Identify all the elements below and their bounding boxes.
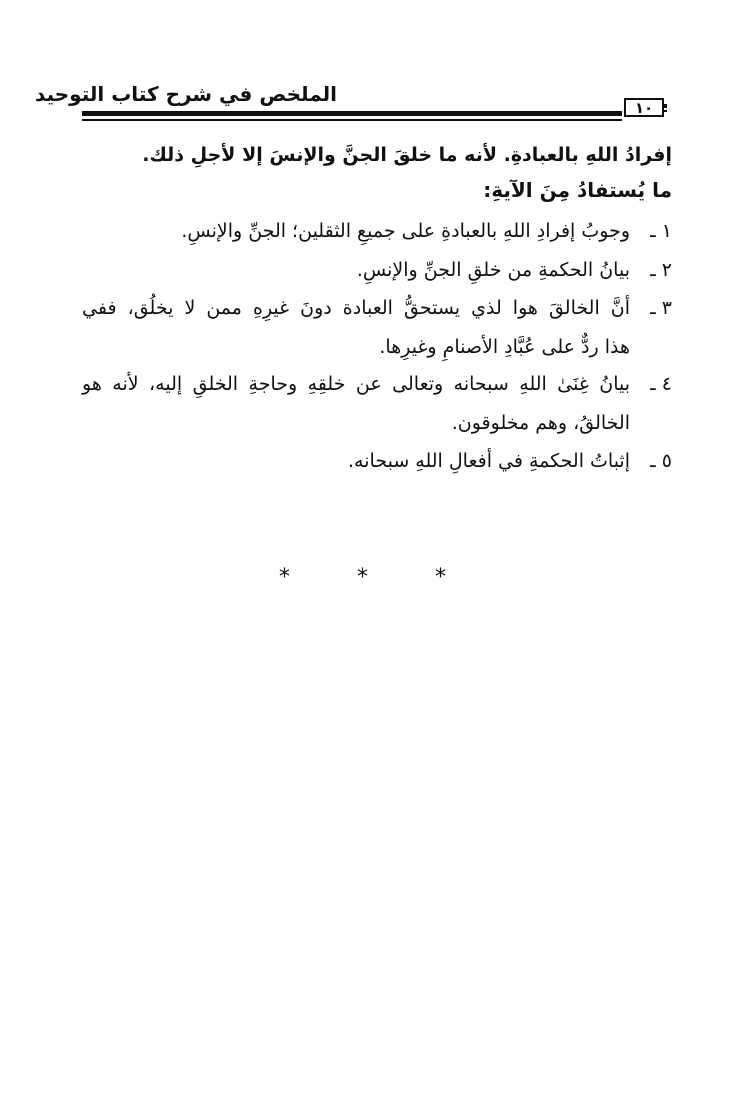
header-rule-thin — [82, 119, 622, 121]
item-number: ٥ ـ — [650, 450, 672, 472]
benefits-subheading: ما يُستفادُ مِنَ الآيةِ: — [483, 178, 672, 202]
list-item-line: هذا ردٌّ على عُبَّادِ الأصنامِ وغيرِها. — [379, 336, 630, 358]
section-separator: * * * — [279, 565, 476, 590]
page-number: ١٠ — [624, 98, 664, 117]
list-item-line: بيانُ غِنَىٰ اللهِ سبحانه وتعالى عن خلقِهِ وحاجةِ الخلقِ إليه، لأنه هو — [82, 373, 630, 395]
intro-line: إفرادُ اللهِ بالعبادةِ. لأنه ما خلقَ الجنَّ والإنسَ إلا لأجلِ ذلك. — [142, 144, 672, 166]
running-header-title: الملخص في شرح كتاب التوحيد — [35, 82, 337, 106]
list-item-line: وجوبُ إفرادِ اللهِ بالعبادةِ على جميعِ الثقلين؛ الجنِّ والإنسِ. — [181, 220, 630, 242]
item-number: ٤ ـ — [650, 373, 672, 395]
item-number: ٢ ـ — [650, 259, 672, 281]
list-item-line: إثباتُ الحكمةِ في أفعالِ اللهِ سبحانه. — [348, 450, 630, 472]
list-item-line: بيانُ الحكمةِ من خلقِ الجنِّ والإنسِ. — [356, 259, 630, 281]
header-rule-thick — [82, 111, 622, 116]
list-item-line: الخالقُ، وهم مخلوقون. — [451, 412, 630, 434]
list-item-line: أنَّ الخالقَ هوا لذي يستحقُّ العبادة دونَ غيرِهِ ممن لا يخلُق، ففي — [82, 297, 630, 319]
item-number: ٣ ـ — [650, 297, 672, 319]
item-number: ١ ـ — [650, 220, 672, 242]
